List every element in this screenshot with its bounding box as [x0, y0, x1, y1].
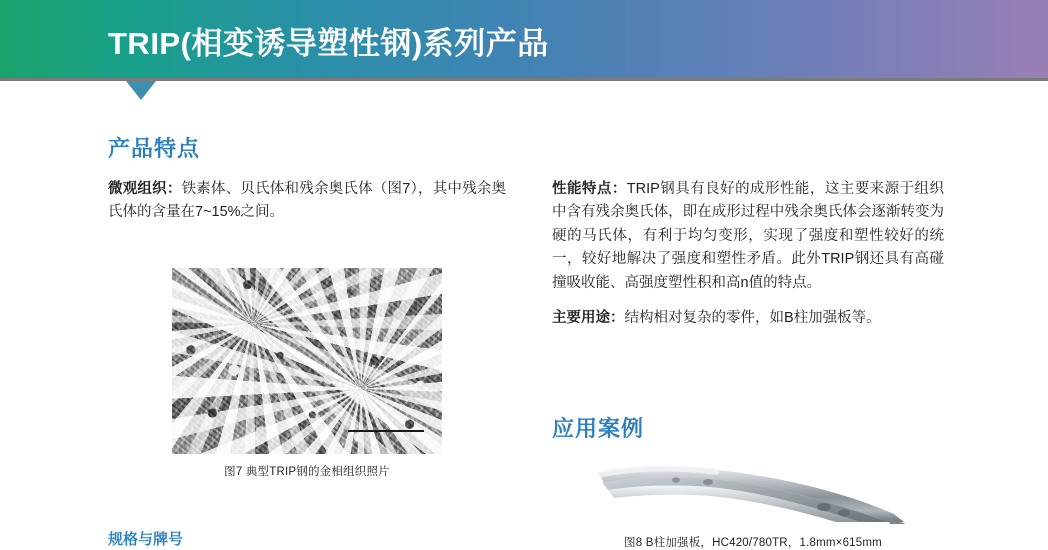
- right-column: [552, 178, 944, 343]
- banner-divider: [0, 78, 1048, 81]
- paragraph-microstructure: [108, 178, 506, 225]
- label-usage: 主要用途：: [552, 310, 625, 327]
- figure-caption-7: 图7 典型TRIP钢的金相组织照片: [224, 466, 390, 478]
- text-performance: TRIP钢具有良好的成形性能，这主要来源于组织中含有残余奥氏体，即在成形过程中残余奥氏体会逐渐转变为硬的马氏体，有利于均匀变形，实现了强度和塑性较好的统一，较好地解决了强度和塑性矛盾。此外TRIP钢还具有高碰撞吸收能、高强度塑性积和高n值的特点。: [552, 181, 945, 291]
- paragraph-performance: [552, 178, 944, 295]
- part-photo-image: [588, 452, 918, 528]
- left-column: [108, 178, 506, 237]
- label-performance: 性能特点：: [552, 181, 627, 197]
- figure-caption-8: 图8 B柱加强板，HC420/780TR，1.8mm×615mm: [624, 537, 882, 549]
- section-title-features: 产品特点: [108, 136, 201, 161]
- micrograph-texture: [172, 268, 442, 454]
- chevron-down-icon: [126, 81, 156, 100]
- scale-bar: [348, 430, 424, 432]
- paragraph-usage: [552, 307, 944, 330]
- b-pillar-part-illustration: [588, 452, 918, 528]
- micrograph-image: [172, 268, 442, 454]
- figure-micrograph: [172, 268, 442, 479]
- section-title-application: 应用案例: [552, 416, 645, 441]
- page-title: TRIP(相变诱导塑性钢)系列产品: [108, 26, 549, 61]
- label-microstructure: 微观组织：: [108, 181, 182, 197]
- next-section-title: 规格与牌号: [108, 531, 184, 548]
- figure-part: [588, 452, 918, 550]
- text-microstructure: 铁素体、贝氏体和残余奥氏体（图7），其中残余奥氏体的含量在7~15%之间。: [108, 181, 507, 221]
- text-usage: 结构相对复杂的零件，如B柱加强板等。: [624, 310, 881, 327]
- content-area: [0, 100, 1048, 549]
- page-banner: [0, 0, 1048, 78]
